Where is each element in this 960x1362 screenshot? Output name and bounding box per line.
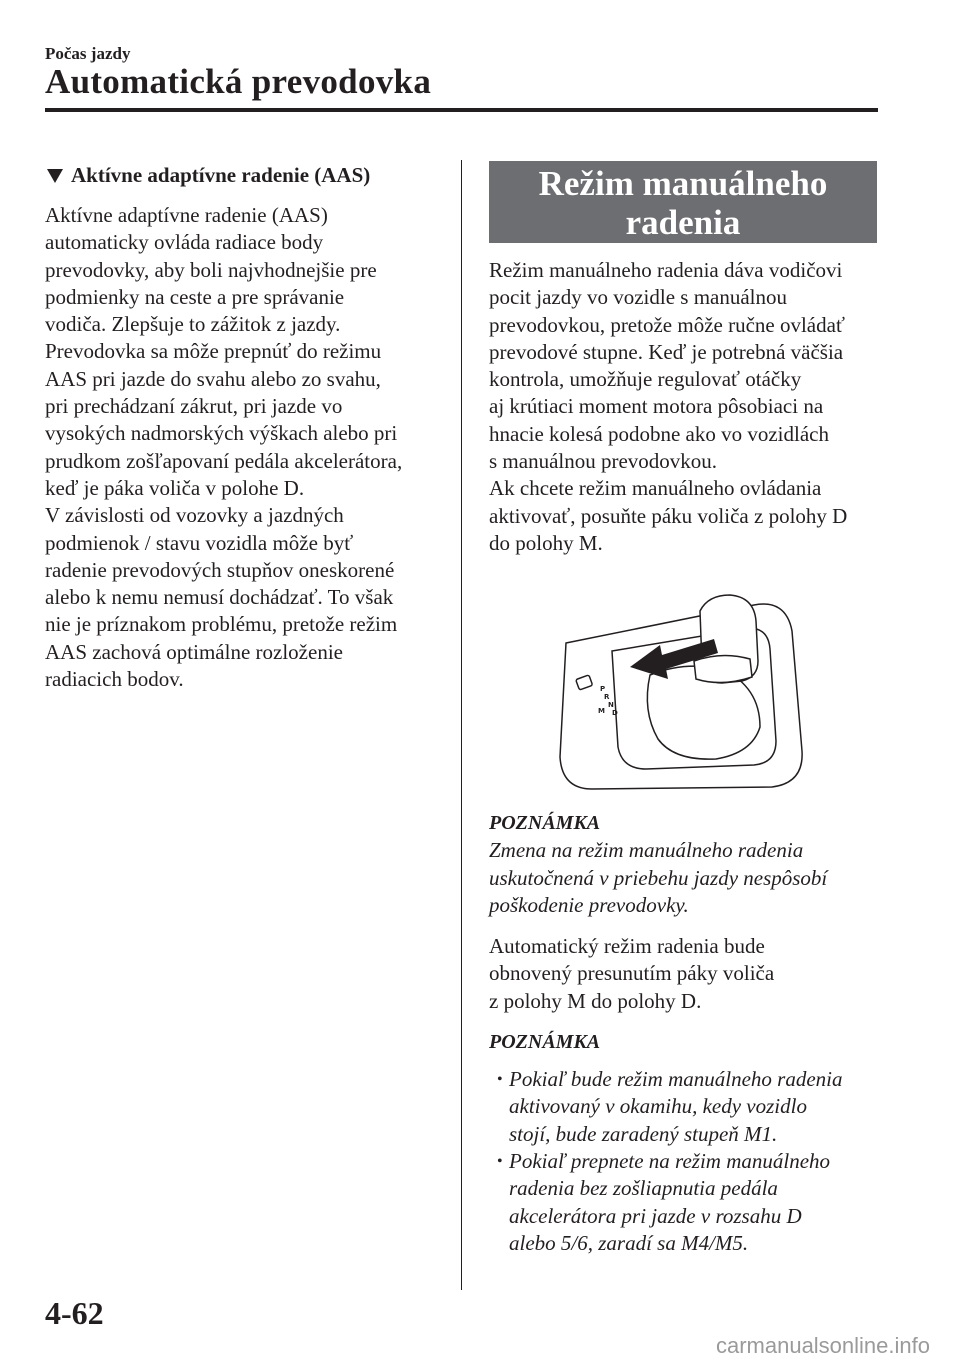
bullet-text: Pokiaľ prepnete na režim manuálneho radenia bez zošliapnutia pedála akcelerátora pri jazde v rozsahu D alebo 5/6, zaradí sa M4/M5. xyxy=(509,1148,831,1255)
right-column xyxy=(489,161,879,1257)
gear-label-d: D xyxy=(612,709,618,718)
list-item xyxy=(489,1066,879,1148)
gear-label-m: M xyxy=(598,707,605,716)
note-title-1: POZNÁMKA xyxy=(489,812,601,835)
bullet-dot-icon: • xyxy=(497,1152,503,1170)
bullet-dot-icon: • xyxy=(497,1071,503,1089)
left-column xyxy=(45,163,445,693)
column-divider xyxy=(461,160,462,1290)
note-bullet-list xyxy=(489,1066,879,1257)
aas-heading-text: Aktívne adaptívne radenie (AAS) xyxy=(71,163,371,187)
indicator-slot xyxy=(576,675,593,690)
note-text-1: Zmena na režim manuálneho radenia uskutočnená v priebehu jazdy nespôsobí poškodenie prevodovky. xyxy=(489,838,828,917)
manual-mode-intro: Režim manuálneho radenia dáva vodičovi pocit jazdy vo vozidle s manuálnou prevodovkou, pretože môže ručne ovládať prevodové stupne. Keď je potrebná väčšia kontrola, umožňuje regulovať otáčky aj krútiaci moment motora pôsobiaci na hnacie kolesá podobne ako vo vozidlách s manuálnou prevodovkou. Ak chcete režim manuálneho ovládania aktivovať, posuňte páku voliča z polohy D do polohy M. xyxy=(489,258,848,555)
list-item xyxy=(489,1148,879,1257)
page-number: 4-62 xyxy=(45,1295,104,1331)
restore-auto-mode-text: Automatický režim radenia bude obnovený presunutím páky voliča z polohy M do polohy D. xyxy=(489,934,775,1013)
manual-mode-banner: Režim manuálneho radenia xyxy=(489,161,877,243)
chapter-title: Automatická prevodovka xyxy=(45,62,432,101)
gear-label-n: N xyxy=(608,701,614,710)
header-rule xyxy=(45,108,878,112)
aas-body: Aktívne adaptívne radenie (AAS) automaticky ovláda radiace body prevodovky, aby boli najvhodnejšie pre podmienky na ceste a pre správanie vodiča. Zlepšuje to zážitok z jazdy. Prevodovka sa môže prepnúť do režimu AAS pri jazde do svahu alebo zo svahu, pri prechádzaní zákrut, pri jazde vo vysokých nadmorských výškach alebo pri prudkom zošľapovaní pedála akcelerátora, keď je páka voliča v polohe D. V závislosti od vozovky a jazdných podmienok / stavu vozidla môže byť radenie prevodových stupňov oneskorené alebo k nemu nemusí dochádzať. To však nie je príznakom problému, pretože režim AAS zachová optimálne rozloženie radiacich bodov. xyxy=(45,203,403,692)
gear-label-p: P xyxy=(600,685,606,694)
watermark: carmanualsonline.info xyxy=(715,1333,930,1358)
gear-label-r: R xyxy=(604,693,610,702)
note-title-2: POZNÁMKA xyxy=(489,1031,601,1054)
section-label: Počas jazdy xyxy=(45,44,131,63)
aas-heading xyxy=(45,163,445,188)
bullet-text: Pokiaľ bude režim manuálneho radenia aktivovaný v okamihu, kedy vozidlo stojí, bude zaradený stupeň M1. xyxy=(509,1067,843,1146)
triangle-bullet-icon xyxy=(47,169,63,183)
gear-selector-illustration xyxy=(554,591,804,791)
knob-collar xyxy=(694,656,752,683)
